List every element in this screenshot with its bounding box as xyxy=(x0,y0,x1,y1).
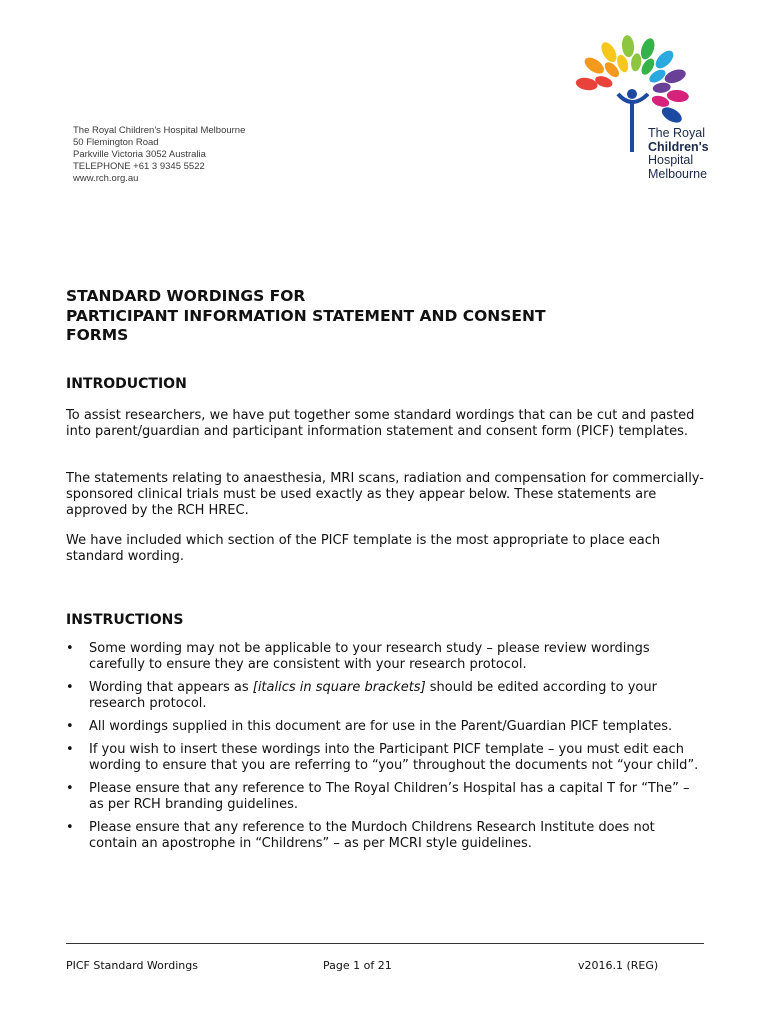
logo-petal xyxy=(652,82,671,94)
bullet: • xyxy=(66,820,74,835)
address-line: www.rch.org.au xyxy=(73,173,139,184)
logo-line: Children's xyxy=(648,139,709,154)
logo-petal xyxy=(652,47,676,71)
list-item-text: Some wording may not be applicable to your research study – please review wordings carefully to ensure they are consistent with your research protocol. xyxy=(89,641,650,672)
document-title xyxy=(66,287,686,346)
bullet: • xyxy=(66,641,74,656)
introduction-heading: INTRODUCTION xyxy=(66,376,187,392)
list-item-text: should be edited according to your research protocol. xyxy=(89,680,657,711)
title-line: STANDARD WORDINGS FOR xyxy=(66,287,306,305)
address-line: TELEPHONE +61 3 9345 5522 xyxy=(73,161,205,172)
intro-paragraph-1: To assist researchers, we have put together some standard wordings that can be cut and pasted into parent/guardian and participant information statement and consent form (PICF) templates. xyxy=(66,408,695,439)
footer-title: PICF Standard Wordings xyxy=(66,959,198,972)
address-line: The Royal Children's Hospital Melbourne xyxy=(73,125,246,136)
list-item-text: Please ensure that any reference to The Royal Children’s Hospital has a capital T for “The” – as per RCH branding guidelines. xyxy=(89,781,690,812)
italic-example: [italics in square brackets] xyxy=(252,680,426,695)
list-item xyxy=(66,680,706,712)
list-item xyxy=(66,820,706,852)
logo-petal xyxy=(630,53,642,72)
instructions-list xyxy=(66,641,706,859)
address-line: 50 Flemington Road xyxy=(73,137,159,148)
list-item xyxy=(66,641,706,673)
logo-petal xyxy=(666,89,689,103)
instructions-heading: INSTRUCTIONS xyxy=(66,612,184,628)
footer-version: v2016.1 (REG) xyxy=(578,959,659,972)
logo-petal xyxy=(638,36,657,61)
list-item-text: If you wish to insert these wordings into the Participant PICF template – you must edit each wording to ensure that you are referring to “you” throughout the documents not “your child”. xyxy=(89,742,699,773)
logo-line: Hospital xyxy=(648,153,694,167)
footer-divider xyxy=(66,943,704,944)
logo-petal xyxy=(598,40,619,65)
hospital-address xyxy=(73,125,245,185)
intro-paragraph-3: We have included which section of the PICF template is the most appropriate to place each standard wording. xyxy=(66,533,661,564)
logo-petal xyxy=(582,54,607,76)
bullet: • xyxy=(66,781,74,796)
title-line: PARTICIPANT INFORMATION STATEMENT AND CONSENT xyxy=(66,306,546,325)
logo-line: Melbourne xyxy=(648,166,708,181)
bullet: • xyxy=(66,719,74,734)
title-line: FORMS xyxy=(66,326,129,344)
list-item-text: Please ensure that any reference to the Murdoch Childrens Research Institute does not contain an apostrophe in “Childrens” – as per MCRI style guidelines. xyxy=(89,820,655,851)
list-item xyxy=(66,719,706,735)
intro-paragraph-2: The statements relating to anaesthesia, MRI scans, radiation and compensation for commercially-sponsored clinical trials must be used exactly as they appear below. These statements are approved by the RCH HREC. xyxy=(66,471,704,518)
list-item-text: All wordings supplied in this document are for use in the Parent/Guardian PICF templates. xyxy=(89,719,673,734)
list-item xyxy=(66,742,706,774)
logo-wordmark xyxy=(648,127,709,181)
list-item xyxy=(66,781,706,813)
list-item-text: Wording that appears as xyxy=(89,680,253,695)
bullet: • xyxy=(66,680,74,695)
logo-petal xyxy=(659,104,684,125)
logo-petal xyxy=(663,67,688,86)
bullet: • xyxy=(66,742,74,757)
address-line: Parkville Victoria 3052 Australia xyxy=(73,149,206,160)
logo-line: The Royal xyxy=(648,126,705,140)
logo-petal xyxy=(621,35,635,58)
footer-page-number: Page 1 of 21 xyxy=(323,959,392,972)
logo-petal xyxy=(575,76,599,92)
